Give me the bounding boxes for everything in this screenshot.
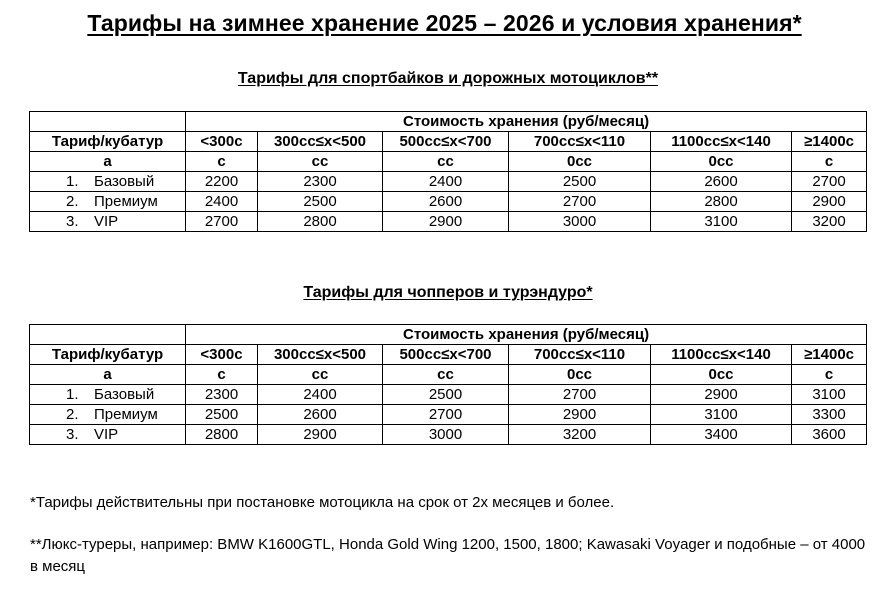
price-cell: 3400 — [651, 425, 792, 445]
column-header: <300c — [186, 132, 258, 152]
price-cell: 2700 — [792, 172, 867, 192]
footnote-2: **Люкс-туреры, например: BMW K1600GTL, Honda Gold Wing 1200, 1500, 1800; Kawasaki Voyager и подобные – от 4000 в месяц — [30, 536, 866, 575]
column-header: 1100cc≤x<140 — [651, 345, 792, 365]
column-header: 700cc≤x<110 — [509, 345, 651, 365]
price-cell: 2400 — [186, 192, 258, 212]
column-header: <300c — [186, 345, 258, 365]
price-cell: 2900 — [383, 212, 509, 232]
table-header-row — [30, 325, 867, 345]
tariff-name-cell — [30, 192, 186, 212]
price-cell: 3100 — [651, 405, 792, 425]
price-cell: 3200 — [792, 212, 867, 232]
table-1-caption: Тарифы для спортбайков и дорожных мотоциклов** — [237, 70, 659, 87]
column-header: c — [792, 365, 867, 385]
price-cell: 2300 — [258, 172, 383, 192]
cost-header: Стоимость хранения (руб/месяц) — [186, 112, 867, 132]
column-header: cc — [383, 365, 509, 385]
column-header-row — [30, 132, 867, 152]
column-header: cc — [258, 152, 383, 172]
column-header: 0cc — [651, 152, 792, 172]
price-cell: 2900 — [258, 425, 383, 445]
footnote-1: *Тарифы действительны при постановке мотоцикла на срок от 2х месяцев и более. — [30, 494, 615, 511]
column-header: 300cc≤x<500 — [258, 132, 383, 152]
price-cell: 3100 — [792, 385, 867, 405]
column-header: c — [186, 365, 258, 385]
price-cell: 3200 — [509, 425, 651, 445]
rates-table-sportbikes — [29, 111, 867, 232]
price-cell: 2500 — [383, 385, 509, 405]
price-cell: 3000 — [509, 212, 651, 232]
column-header: 500cc≤x<700 — [383, 345, 509, 365]
column-header: 0cc — [509, 152, 651, 172]
tariff-number: 3. — [66, 425, 79, 443]
tariff-name-cell — [30, 425, 186, 445]
table-row — [30, 385, 867, 405]
price-cell: 2600 — [383, 192, 509, 212]
column-header: а — [30, 152, 186, 172]
column-header: ≥1400c — [792, 132, 867, 152]
column-header: cc — [258, 365, 383, 385]
column-header-row — [30, 345, 867, 365]
column-header: ≥1400c — [792, 345, 867, 365]
header-empty-cell — [30, 325, 186, 345]
price-cell: 2500 — [509, 172, 651, 192]
tariff-name: VIP — [94, 212, 119, 230]
column-header: 700cc≤x<110 — [509, 132, 651, 152]
column-header-row — [30, 365, 867, 385]
tariff-name: Премиум — [94, 192, 158, 210]
price-cell: 2900 — [509, 405, 651, 425]
column-header: c — [186, 152, 258, 172]
price-cell: 3600 — [792, 425, 867, 445]
tariff-name-cell — [30, 212, 186, 232]
column-header: Тариф/кубатур — [30, 345, 186, 365]
column-header: 300cc≤x<500 — [258, 345, 383, 365]
price-cell: 2900 — [792, 192, 867, 212]
price-cell: 2700 — [509, 385, 651, 405]
price-cell: 3100 — [651, 212, 792, 232]
price-cell: 2500 — [258, 192, 383, 212]
table-2-caption: Тарифы для чопперов и турэндуро* — [303, 284, 593, 301]
table-header-row — [30, 112, 867, 132]
tariff-name: Базовый — [94, 385, 155, 403]
tariff-number: 2. — [66, 405, 79, 423]
column-header: Тариф/кубатур — [30, 132, 186, 152]
tariff-name: VIP — [94, 425, 119, 443]
column-header: 0cc — [651, 365, 792, 385]
tariff-name: Базовый — [94, 172, 155, 190]
price-cell: 2700 — [509, 192, 651, 212]
tariff-name-cell — [30, 385, 186, 405]
column-header-row — [30, 152, 867, 172]
price-cell: 2700 — [383, 405, 509, 425]
rates-table-choppers — [29, 324, 867, 445]
tariff-number: 1. — [66, 172, 79, 190]
price-cell: 2200 — [186, 172, 258, 192]
table-row — [30, 212, 867, 232]
price-cell: 2800 — [186, 425, 258, 445]
column-header: c — [792, 152, 867, 172]
document-title: Тарифы на зимнее хранение 2025 – 2026 и условия хранения* — [87, 10, 802, 36]
price-cell: 2800 — [651, 192, 792, 212]
tariff-name: Премиум — [94, 405, 158, 423]
table-row — [30, 425, 867, 445]
price-cell: 2500 — [186, 405, 258, 425]
price-cell: 2600 — [258, 405, 383, 425]
tariff-number: 3. — [66, 212, 79, 230]
header-empty-cell — [30, 112, 186, 132]
price-cell: 2400 — [258, 385, 383, 405]
tariff-name-cell — [30, 405, 186, 425]
table-row — [30, 405, 867, 425]
table-row — [30, 192, 867, 212]
column-header: 0cc — [509, 365, 651, 385]
column-header: cc — [383, 152, 509, 172]
price-cell: 2600 — [651, 172, 792, 192]
column-header: 1100cc≤x<140 — [651, 132, 792, 152]
tariff-name-cell — [30, 172, 186, 192]
tariff-number: 2. — [66, 192, 79, 210]
cost-header: Стоимость хранения (руб/месяц) — [186, 325, 867, 345]
price-cell: 2300 — [186, 385, 258, 405]
price-cell: 3000 — [383, 425, 509, 445]
column-header: а — [30, 365, 186, 385]
price-cell: 2700 — [186, 212, 258, 232]
price-cell: 2800 — [258, 212, 383, 232]
column-header: 500cc≤x<700 — [383, 132, 509, 152]
table-row — [30, 172, 867, 192]
tariff-number: 1. — [66, 385, 79, 403]
price-cell: 2900 — [651, 385, 792, 405]
price-cell: 2400 — [383, 172, 509, 192]
price-cell: 3300 — [792, 405, 867, 425]
